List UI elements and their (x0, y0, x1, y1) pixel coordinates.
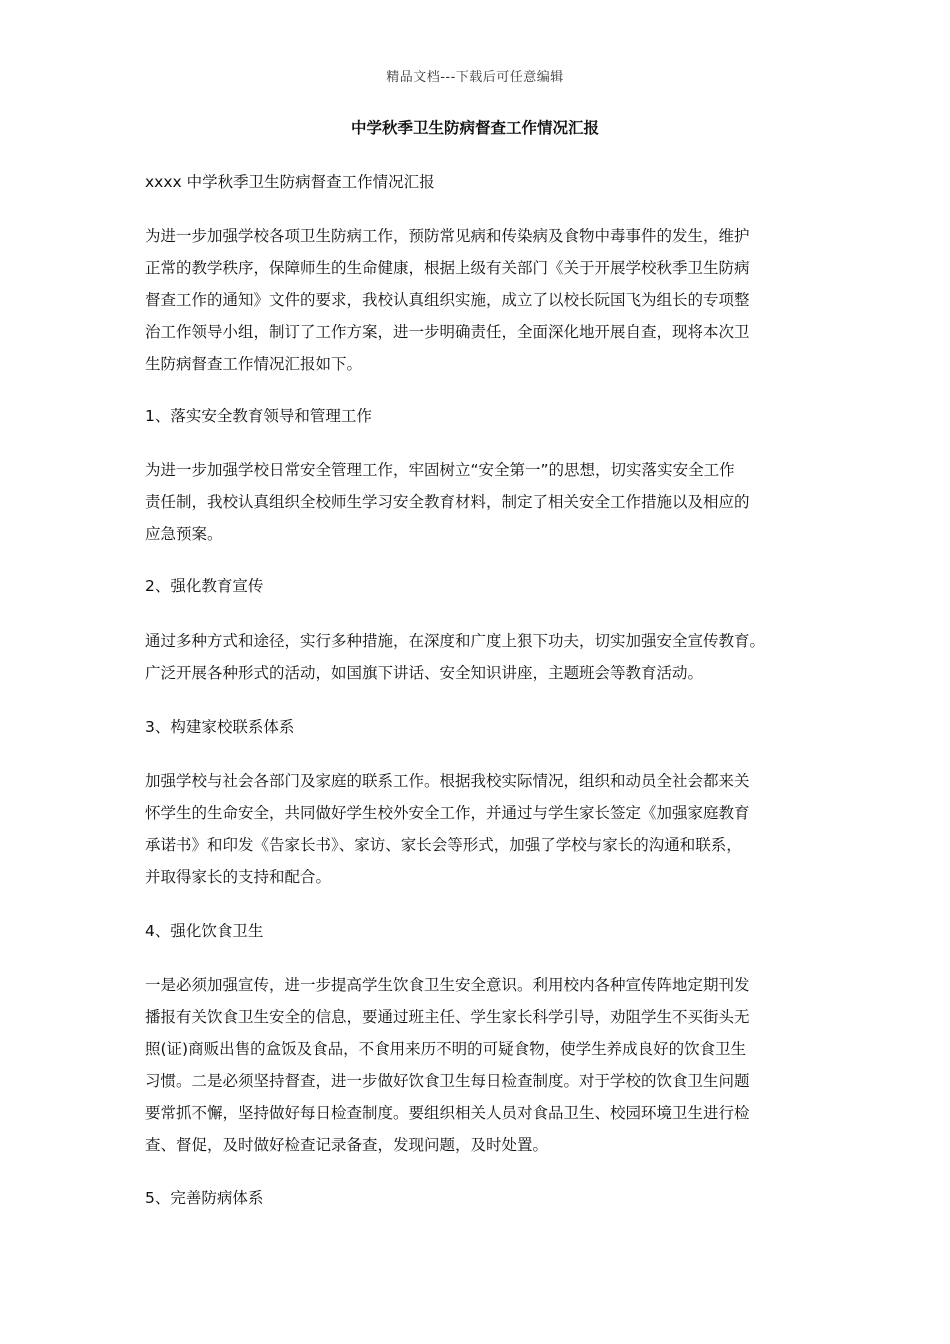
paragraph-line: 一是必须加强宣传，进一步提高学生饮食卫生安全意识。利用校内各种宣传阵地定期刊发 (145, 976, 750, 994)
page-header: 精品文档---下载后可任意编辑 (386, 70, 564, 85)
paragraph-line: 播报有关饮食卫生安全的信息，要通过班主任、学生家长科学引导，劝阻学生不买街头无 (145, 1008, 750, 1026)
paragraph-line: 加强学校与社会各部门及家庭的联系工作。根据我校实际情况，组织和动员全社会都来关 (145, 772, 750, 790)
paragraph-line: 生防病督查工作情况汇报如下。 (145, 355, 363, 373)
paragraph-line: 通过多种方式和途径，实行多种措施，在深度和广度上狠下功夫，切实加强安全宣传教育。 (145, 632, 766, 650)
section-heading-5: 5、完善防病体系 (145, 1189, 264, 1207)
paragraph-line: 为进一步加强学校日常安全管理工作，牢固树立“安全第一”的思想，切实落实安全工作 (145, 461, 735, 479)
paragraph-line: 应急预案。 (145, 525, 223, 543)
section-paragraph-1 (145, 454, 810, 550)
paragraph-line: 督查工作的通知》文件的要求，我校认真组织实施，成立了以校长阮国飞为组长的专项整 (145, 291, 750, 309)
paragraph-line: 怀学生的生命安全，共同做好学生校外安全工作，并通过与学生家长签定《加强家庭教育 (145, 804, 750, 822)
section-heading-4: 4、强化饮食卫生 (145, 922, 264, 940)
paragraph-line: 为进一步加强学校各项卫生防病工作，预防常见病和传染病及食物中毒事件的发生，维护 (145, 227, 750, 245)
paragraph-line: 并取得家长的支持和配合。 (145, 868, 332, 886)
section-heading-3: 3、构建家校联系体系 (145, 718, 295, 736)
paragraph-line: 治工作领导小组，制订了工作方案，进一步明确责任，全面深化地开展自查，现将本次卫 (145, 323, 750, 341)
paragraph-line: 责任制，我校认真组织全校师生学习安全教育材料，制定了相关安全工作措施以及相应的 (145, 493, 750, 511)
section-paragraph-3 (145, 765, 810, 893)
paragraph-line: 正常的教学秩序，保障师生的生命健康，根据上级有关部门《关于开展学校秋季卫生防病 (145, 259, 750, 277)
section-heading-1: 1、落实安全教育领导和管理工作 (145, 407, 372, 425)
section-heading-2: 2、强化教育宣传 (145, 577, 264, 595)
paragraph-line: 广泛开展各种形式的活动，如国旗下讲话、安全知识讲座，主题班会等教育活动。 (145, 664, 704, 682)
paragraph-line: 承诺书》和印发《告家长书》、家访、家长会等形式，加强了学校与家长的沟通和联系， (145, 836, 742, 854)
section-paragraph-4 (145, 969, 810, 1161)
paragraph-line: 查、督促，及时做好检查记录备查，发现问题，及时处置。 (145, 1136, 549, 1154)
paragraph-line: 习惯。二是必须坚持督查，进一步做好饮食卫生每日检查制度。对于学校的饮食卫生问题 (145, 1072, 750, 1090)
paragraph-line: 照(证)商贩出售的盒饭及食品，不食用来历不明的可疑食物，使学生养成良好的饮食卫生 (145, 1040, 747, 1058)
document-subtitle: xxxx 中学秋季卫生防病督查工作情况汇报 (145, 173, 435, 191)
paragraph-line: 要常抓不懈，坚持做好每日检查制度。要组织相关人员对食品卫生、校园环境卫生进行检 (145, 1104, 750, 1122)
intro-paragraph (145, 220, 810, 380)
document-title: 中学秋季卫生防病督查工作情况汇报 (350, 119, 599, 137)
section-paragraph-2 (145, 625, 810, 689)
